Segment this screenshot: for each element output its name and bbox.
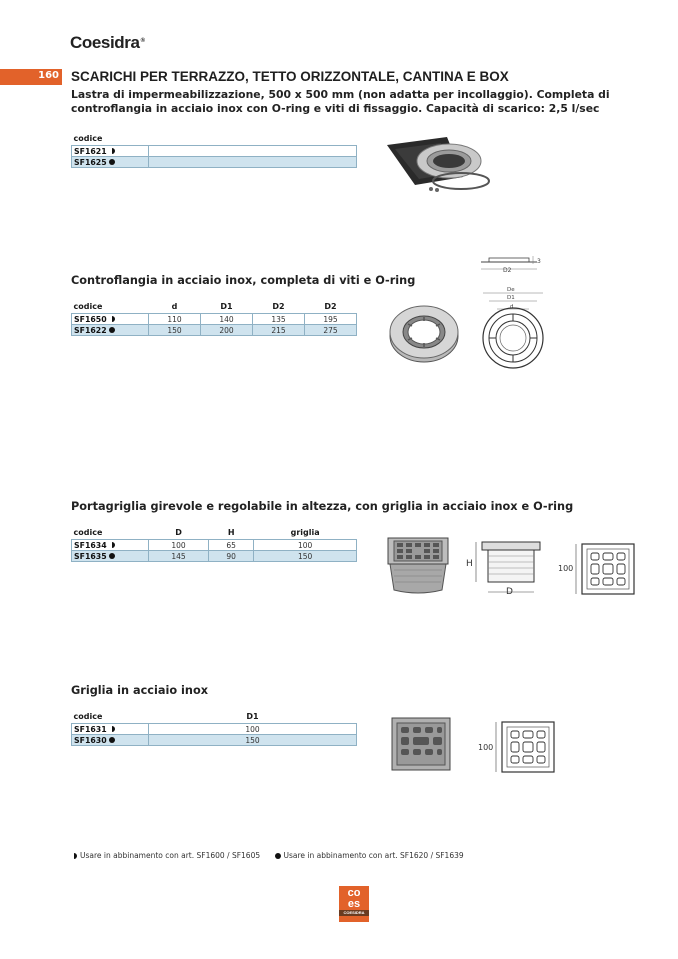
product-code: SF1621 [74,146,107,156]
product-code: SF1625 [74,157,107,167]
table-impermeabilizzazione [71,133,357,168]
col-header: codice [73,302,103,311]
col-header: H [227,528,235,537]
table-portagriglia [71,527,357,562]
half-circle-icon [71,853,77,859]
full-circle-icon [109,327,115,333]
half-circle-icon [109,726,115,732]
full-circle-icon [109,553,115,559]
grate-technical-drawing [476,718,556,776]
table-row [72,146,357,157]
cell-d2: 135 [253,314,305,325]
cell-griglia: 100 [254,540,357,551]
grate-holder-side-drawing [464,538,544,600]
cell-d1: 200 [201,325,253,336]
brand-logo [70,33,145,53]
product-code: SF1622 [74,325,107,335]
cell-d: 110 [149,314,201,325]
cell-d: 145 [149,551,209,562]
product-code: SF1634 [74,540,107,550]
membrane-product-image [385,133,495,195]
footnote-half-text: Usare in abbinamento con art. SF1600 / SF1605 [80,851,261,860]
cell-d2b: 195 [305,314,357,325]
brand-registered-mark: ® [140,38,145,44]
cell-d2: 215 [253,325,305,336]
label-3: 3 [537,258,541,265]
label-d1: D1 [507,295,515,301]
page-number: 160 [38,70,59,81]
label-h: H [466,559,473,569]
col-header: codice [73,134,103,143]
cell-h: 90 [209,551,254,562]
cell-d1: 100 [149,724,357,735]
product-code: SF1650 [74,314,107,324]
cell-griglia: 150 [254,551,357,562]
page-description: Lastra di impermeabilizzazione, 500 x 500 mm (non adatta per incollaggio). Completa di controflangia in acciaio inox con O-ring e viti di fissaggio. Capacità di scarico: 2,5 l/sec [71,88,610,115]
table-row [72,551,357,562]
table-controflangia [71,301,357,336]
col-header: griglia [290,528,320,537]
flange-technical-drawing [475,250,575,370]
half-circle-icon [109,542,115,548]
col-header: d [171,302,178,311]
page-number-tab [0,69,62,85]
full-circle-icon [275,853,281,859]
table-row [72,735,357,746]
label-size: 100 [558,564,574,573]
label-size: 100 [478,743,494,752]
section-title-portagriglia: Portagriglia girevole e regolabile in altezza, con griglia in acciaio inox e O-ring [71,500,574,513]
flange-product-image [388,296,460,366]
product-code: SF1631 [74,724,107,734]
col-header: codice [73,528,103,537]
col-header: D2 [324,302,337,311]
footnotes [71,851,476,860]
logo-line-3: COESIDRA [339,910,369,916]
label-d2: D2 [503,267,512,274]
table-row [72,724,357,735]
table-row [72,314,357,325]
cell-d1: 150 [149,735,357,746]
cell-h: 65 [209,540,254,551]
logo-line-2: es [347,898,361,910]
col-header: D [175,528,182,537]
section-title-griglia: Griglia in acciaio inox [71,684,208,697]
cell-d: 150 [149,325,201,336]
grate-product-image [390,716,452,772]
label-de: De [507,287,515,293]
col-header: D1 [220,302,233,311]
full-circle-icon [109,737,115,743]
table-row [72,157,357,168]
grate-holder-product-image [384,534,452,596]
footnote-full-text: Usare in abbinamento con art. SF1620 / SF1639 [283,851,464,860]
cell-d: 100 [149,540,209,551]
grate-top-drawing [558,540,638,598]
half-circle-icon [109,148,115,154]
page-title: SCARICHI PER TERRAZZO, TETTO ORIZZONTALE, CANTINA E BOX [71,69,509,84]
footer-logo [339,886,369,922]
col-header: codice [73,712,103,721]
table-row [72,325,357,336]
section-title-controflangia: Controflangia in acciaio inox, completa di viti e O-ring [71,274,416,287]
full-circle-icon [109,159,115,165]
col-header: D1 [246,712,259,721]
table-griglia [71,711,357,746]
cell-d1: 140 [201,314,253,325]
brand-name: Coesidra [70,33,140,52]
label-d: d [510,304,514,310]
col-header: D2 [272,302,285,311]
footnote-full [275,851,470,860]
footnote-half [71,851,266,860]
half-circle-icon [109,316,115,322]
logo-line-1: co [347,887,361,899]
product-code: SF1635 [74,551,107,561]
product-code: SF1630 [74,735,107,745]
cell-d2b: 275 [305,325,357,336]
table-row [72,540,357,551]
label-d: D [506,587,513,597]
